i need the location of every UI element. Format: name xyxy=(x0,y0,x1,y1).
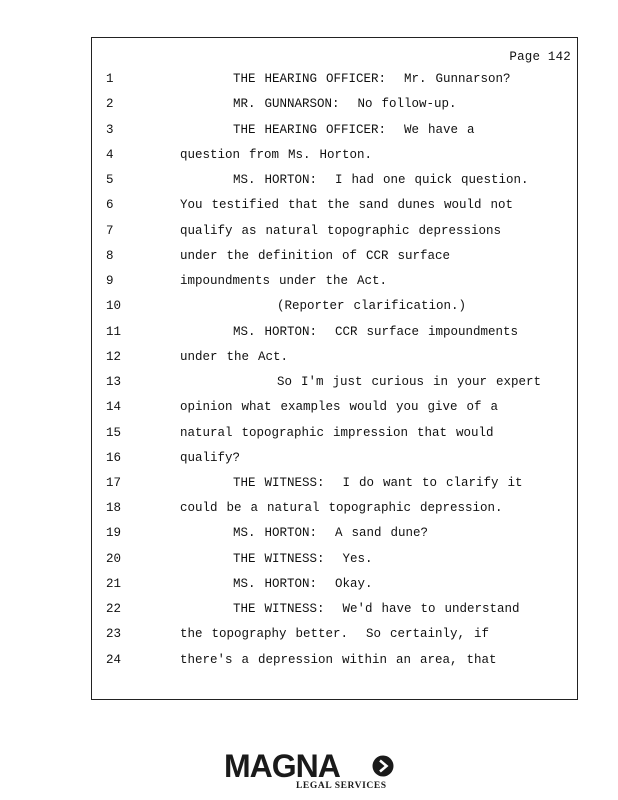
line-number: 12 xyxy=(106,350,122,364)
logo-wordmark: MAGNA xyxy=(224,748,340,784)
line-text: MS. HORTON: Okay. xyxy=(233,577,373,591)
magna-logo xyxy=(224,748,399,794)
line-text: qualify as natural topographic depressions xyxy=(180,224,502,238)
line-number: 19 xyxy=(106,526,122,540)
line-text: THE WITNESS: Yes. xyxy=(233,552,373,566)
arrow-circle-icon xyxy=(372,755,394,777)
line-text: MS. HORTON: A sand dune? xyxy=(233,526,429,540)
line-text: MS. HORTON: CCR surface impoundments xyxy=(233,325,519,339)
line-text: question from Ms. Horton. xyxy=(180,148,373,162)
line-text: THE WITNESS: We'd have to understand xyxy=(233,602,520,616)
line-number: 18 xyxy=(106,501,122,515)
line-text: You testified that the sand dunes would not xyxy=(180,198,514,212)
line-number: 15 xyxy=(106,426,122,440)
line-number: 17 xyxy=(106,476,122,490)
line-number: 16 xyxy=(106,451,122,465)
line-text: THE HEARING OFFICER: Mr. Gunnarson? xyxy=(233,72,511,86)
line-number: 11 xyxy=(106,325,122,339)
line-text: could be a natural topographic depression. xyxy=(180,501,503,515)
transcript-page xyxy=(91,37,578,700)
line-text: So I'm just curious in your expert xyxy=(277,375,542,389)
line-number: 20 xyxy=(106,552,122,566)
line-number: 8 xyxy=(106,249,114,263)
line-number: 21 xyxy=(106,577,122,591)
line-number: 14 xyxy=(106,400,122,414)
line-number: 7 xyxy=(106,224,114,238)
line-number: 5 xyxy=(106,173,114,187)
line-number: 24 xyxy=(106,653,122,667)
line-number: 9 xyxy=(106,274,114,288)
page-number: Page 142 xyxy=(509,50,571,64)
line-text: (Reporter clarification.) xyxy=(277,299,467,313)
line-number: 3 xyxy=(106,123,114,137)
line-text: there's a depression within an area, that xyxy=(180,653,497,667)
line-number: 4 xyxy=(106,148,114,162)
line-text: THE WITNESS: I do want to clarify it xyxy=(233,476,523,490)
line-number: 6 xyxy=(106,198,114,212)
line-number: 10 xyxy=(106,299,122,313)
line-number: 2 xyxy=(106,97,114,111)
line-text: MR. GUNNARSON: No follow-up. xyxy=(233,97,457,111)
line-number: 13 xyxy=(106,375,122,389)
line-number: 22 xyxy=(106,602,122,616)
line-text: under the Act. xyxy=(180,350,289,364)
line-text: MS. HORTON: I had one quick question. xyxy=(233,173,529,187)
line-text: under the definition of CCR surface xyxy=(180,249,451,263)
line-number: 1 xyxy=(106,72,114,86)
line-text: natural topographic impression that would xyxy=(180,426,494,440)
line-text: opinion what examples would you give of a xyxy=(180,400,499,414)
line-text: qualify? xyxy=(180,451,241,465)
logo-subtitle: LEGAL SERVICES xyxy=(296,781,387,791)
line-text: the topography better. So certainly, if xyxy=(180,627,490,641)
line-number: 23 xyxy=(106,627,122,641)
line-text: impoundments under the Act. xyxy=(180,274,388,288)
line-text: THE HEARING OFFICER: We have a xyxy=(233,123,475,137)
